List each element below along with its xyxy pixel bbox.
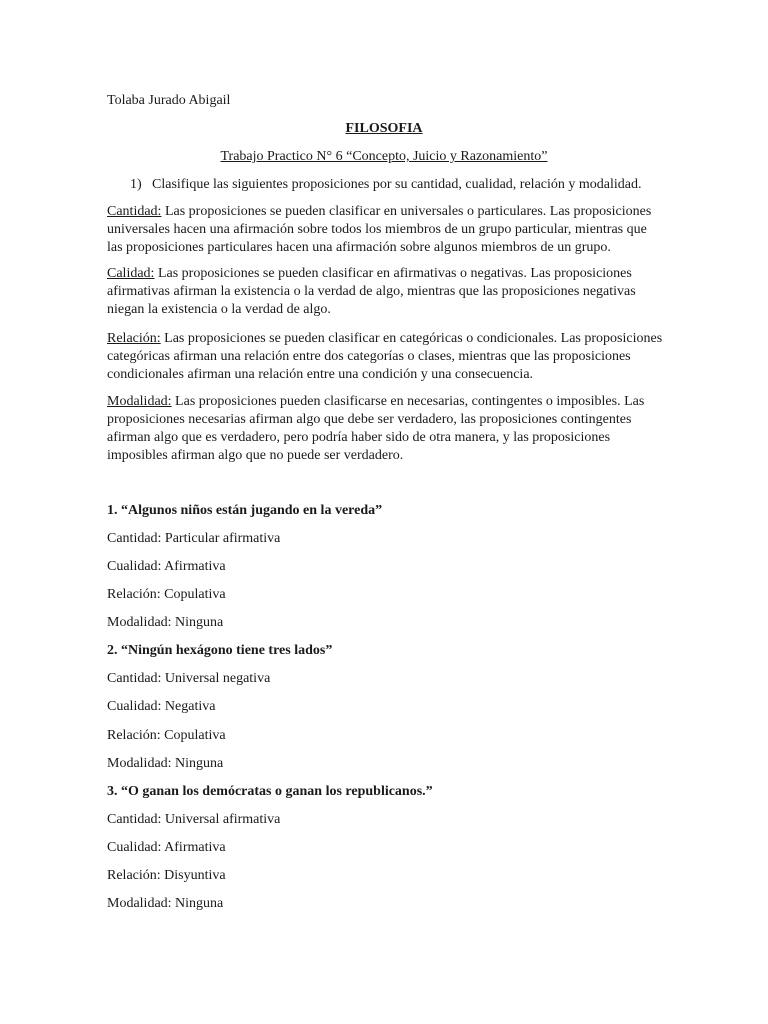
proposition-modalidad: Modalidad: Ninguna [107, 615, 224, 630]
definition-label: Cantidad: [107, 204, 162, 219]
proposition-heading: 3. “O ganan los demócratas o ganan los republicanos.” [107, 784, 433, 799]
definition-label: Calidad: [107, 266, 155, 281]
definition-label: Modalidad: [107, 394, 172, 409]
document-subtitle: Trabajo Practico N° 6 “Concepto, Juicio y Razonamiento” [220, 149, 548, 164]
proposition-cantidad: Cantidad: Particular afirmativa [107, 531, 281, 546]
definition-text: Las proposiciones se pueden clasificar en categóricas o condicionales. Las proposiciones categóricas afirman una relación entre dos categorías o clases, mientras que las proposiciones condicionales afirman una relación entre una condición y una consecuencia. [107, 331, 663, 382]
proposition-modalidad: Modalidad: Ninguna [107, 896, 224, 911]
proposition-heading: 1. “Algunos niños están jugando en la vereda” [107, 503, 383, 518]
definition-text: Las proposiciones se pueden clasificar en universales o particulares. Las proposiciones universales hacen una afirmación sobre todos los miembros de un grupo particular, mientras que las proposiciones particulares hacen una afirmación sobre algunos miembros de un grupo. [107, 204, 652, 255]
definition-cantidad [107, 203, 663, 257]
proposition-heading: 2. “Ningún hexágono tiene tres lados” [107, 643, 333, 658]
proposition-cantidad: Cantidad: Universal afirmativa [107, 812, 281, 827]
definition-label: Relación: [107, 331, 161, 346]
proposition-cantidad: Cantidad: Universal negativa [107, 671, 271, 686]
document-title: FILOSOFIA [345, 121, 423, 136]
proposition-relacion: Relación: Copulativa [107, 587, 226, 602]
definition-text: Las proposiciones se pueden clasificar en afirmativas o negativas. Las proposiciones afirmativas afirman la existencia o la verdad de algo, mientras que las proposiciones negativas niegan la existencia o la verdad de algo. [107, 266, 636, 317]
author-name: Tolaba Jurado Abigail [107, 93, 231, 108]
question-number: 1) [130, 177, 142, 192]
proposition-relacion: Relación: Disyuntiva [107, 868, 226, 883]
definition-modalidad [107, 393, 663, 465]
question-text: Clasifique las siguientes proposiciones por su cantidad, cualidad, relación y modalidad. [152, 177, 642, 192]
proposition-relacion: Relación: Copulativa [107, 728, 226, 743]
proposition-cualidad: Cualidad: Negativa [107, 699, 216, 714]
definition-calidad [107, 265, 663, 319]
proposition-modalidad: Modalidad: Ninguna [107, 756, 224, 771]
definition-text: Las proposiciones pueden clasificarse en necesarias, contingentes o imposibles. Las proposiciones necesarias afirman algo que debe ser verdadero, las proposiciones contingentes afirman algo que es verdadero, pero podría haber sido de otra manera, y las proposiciones imposibles afirman algo que no puede ser verdadero. [107, 394, 645, 463]
proposition-cualidad: Cualidad: Afirmativa [107, 559, 226, 574]
definition-relacion [107, 330, 663, 384]
proposition-cualidad: Cualidad: Afirmativa [107, 840, 226, 855]
